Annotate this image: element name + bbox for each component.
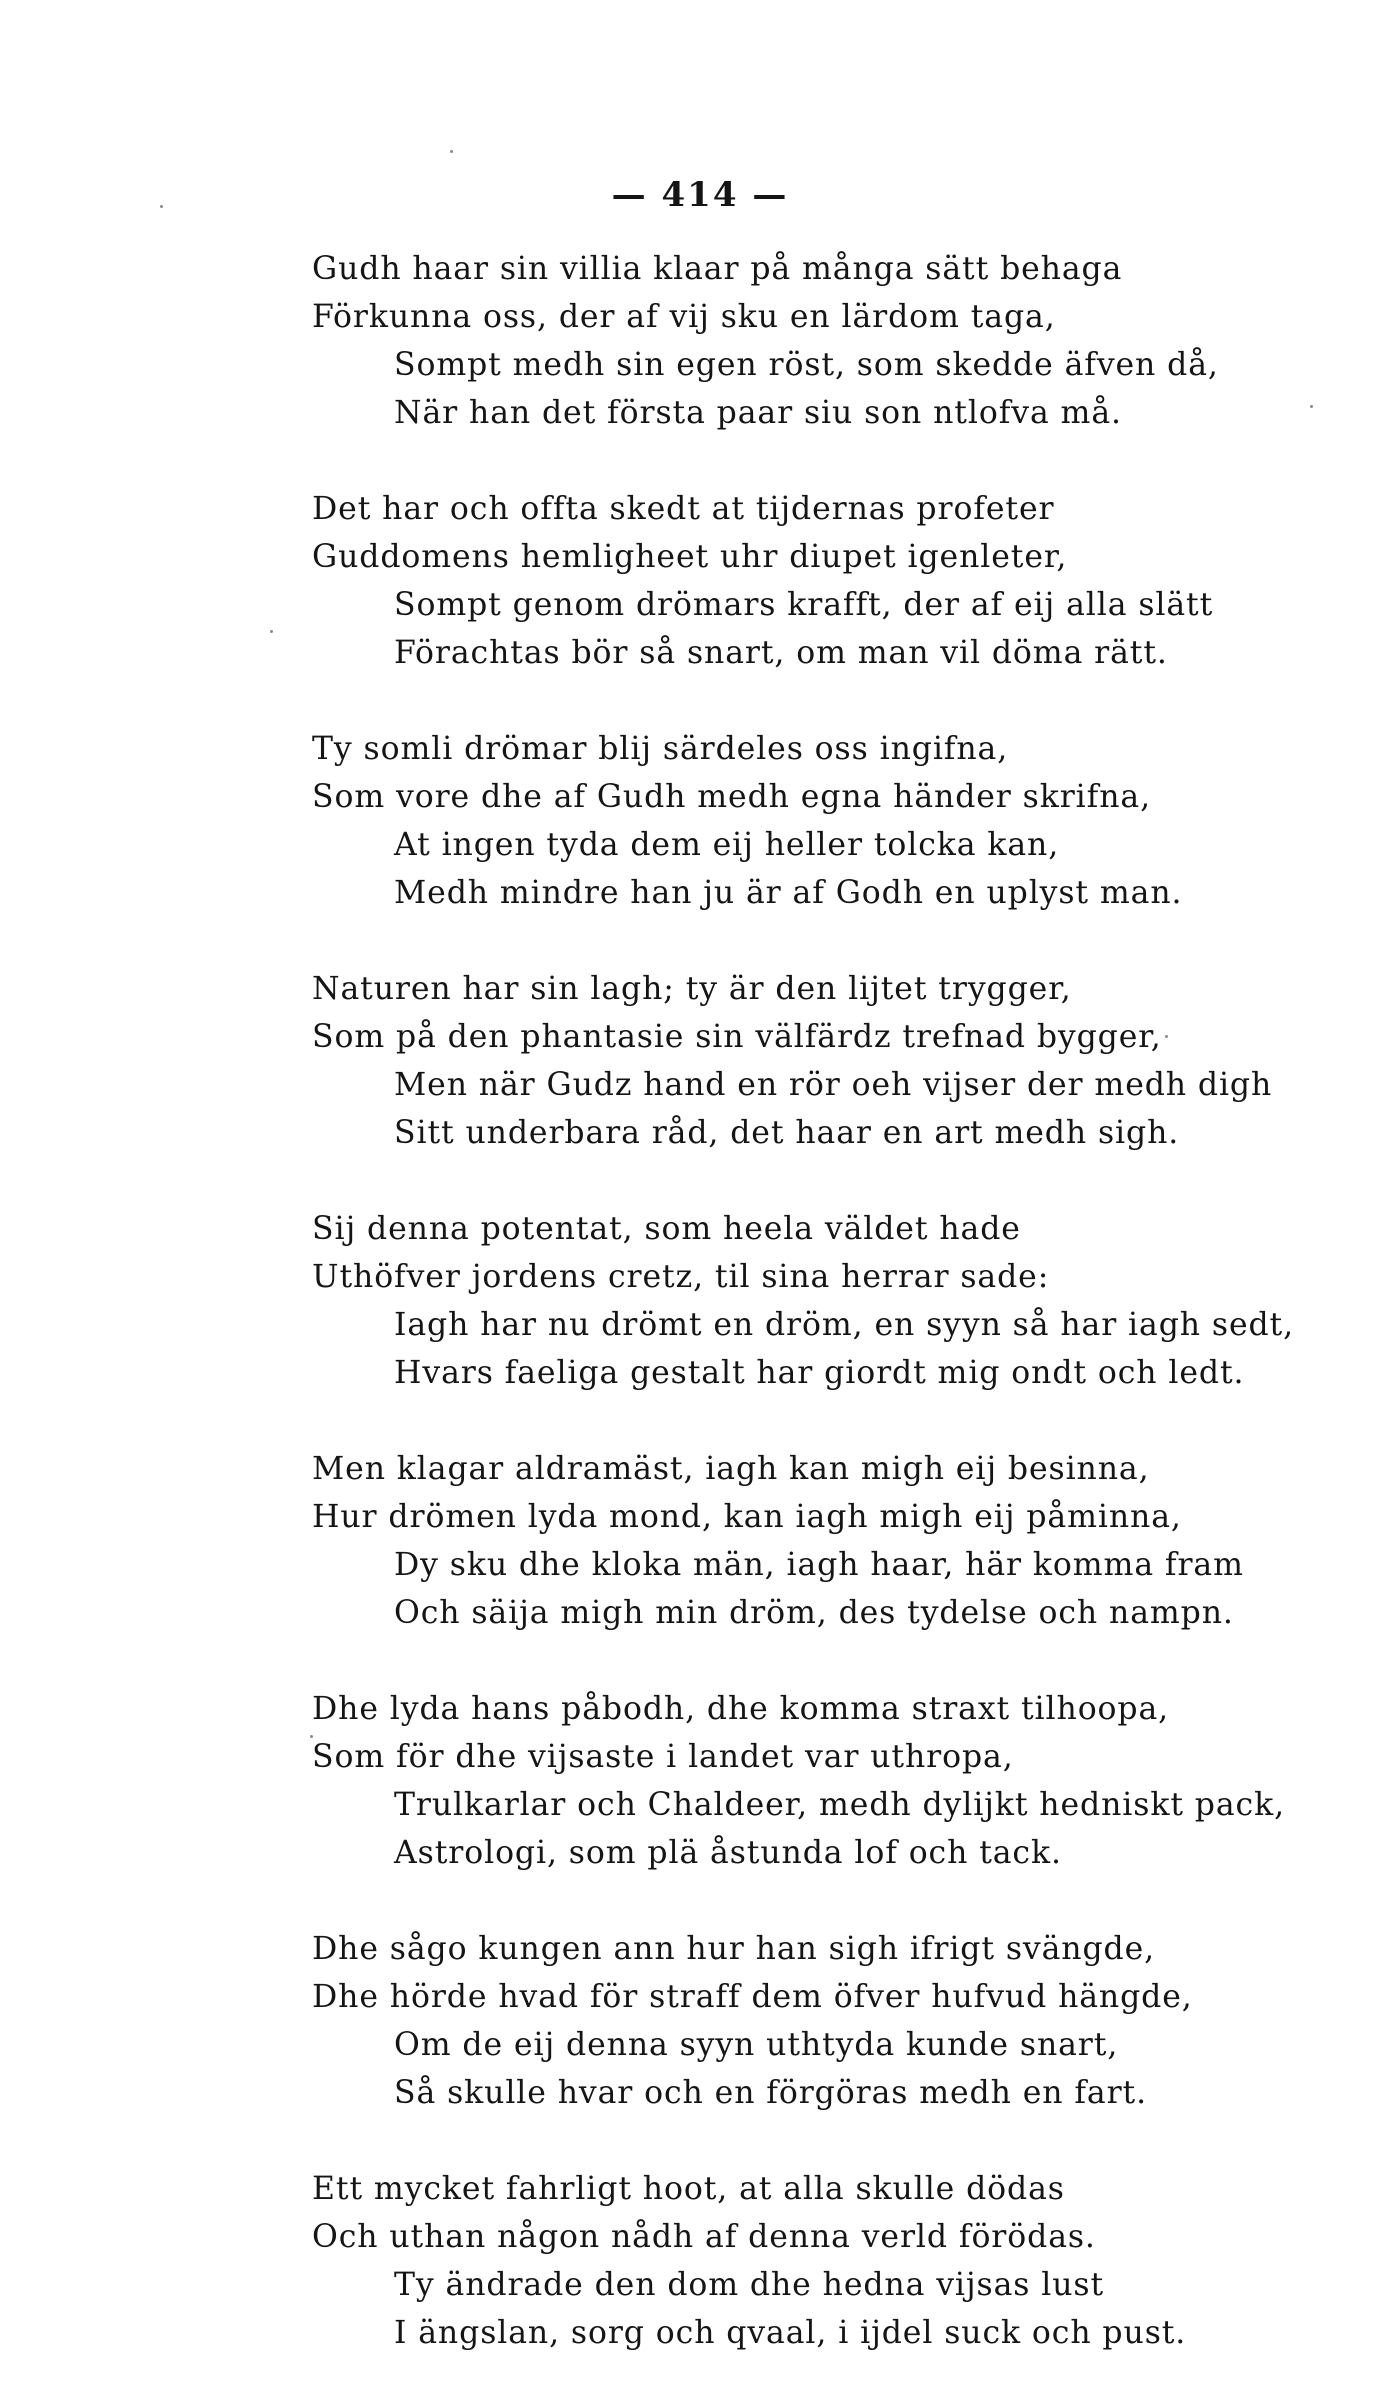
stanza — [312, 1925, 1312, 2117]
page-number: — 414 — — [611, 175, 789, 215]
poem-line: Det har och offta skedt at tijdernas profeter — [312, 491, 1055, 527]
poem-line: Men klagar aldramäst, iagh kan migh eij besinna, — [312, 1451, 1150, 1487]
poem-line: Astrologi, som plä åstunda lof och tack. — [394, 1835, 1062, 1871]
print-speck — [1310, 405, 1313, 408]
poem-line: Dy sku dhe kloka män, iagh haar, här komma fram — [394, 1547, 1244, 1583]
poem-line: Som vore dhe af Gudh medh egna händer skrifna, — [312, 779, 1151, 815]
poem-line: Dhe hörde hvad för straff dem öfver hufvud hängde, — [312, 1979, 1193, 2015]
poem-line: Som för dhe vijsaste i landet var uthropa, — [312, 1739, 1014, 1775]
poem-line: Hur drömen lyda mond, kan iagh migh eij påminna, — [312, 1499, 1182, 1535]
poem-line: Så skulle hvar och en förgöras medh en fart. — [394, 2075, 1148, 2111]
poem-line: Men när Gudz hand en rör oeh vijser der medh digh — [394, 1067, 1273, 1103]
print-speck — [450, 150, 453, 153]
poem-line: Ett mycket fahrligt hoot, at alla skulle dödas — [312, 2171, 1065, 2207]
stanza — [312, 1445, 1312, 1637]
print-speck — [160, 205, 163, 208]
poem-line: Och uthan någon nådh af denna verld förödas. — [312, 2219, 1096, 2255]
stanza — [312, 965, 1312, 1157]
print-speck — [310, 1735, 313, 1738]
poem-line: Som på den phantasie sin välfärdz trefnad bygger, — [312, 1019, 1162, 1055]
poem-line: Sitt underbara råd, det haar en art medh sigh. — [394, 1115, 1180, 1151]
poem-line: Förachtas bör så snart, om man vil döma rätt. — [394, 635, 1168, 671]
poem-line: Och säija migh min dröm, des tydelse och nampn. — [394, 1595, 1234, 1631]
poem-line: Medh mindre han ju är af Godh en uplyst man. — [394, 875, 1183, 911]
stanza — [312, 1685, 1312, 1877]
stanza — [312, 2165, 1312, 2357]
poem-line: Iagh har nu drömt en dröm, en syyn så har iagh sedt, — [394, 1307, 1295, 1343]
poem-line: At ingen tyda dem eij heller tolcka kan, — [394, 827, 1060, 863]
poem-line: Dhe lyda hans påbodh, dhe komma straxt tilhoopa, — [312, 1691, 1170, 1727]
poem-line: Sompt genom drömars krafft, der af eij alla slätt — [394, 587, 1214, 623]
stanza — [312, 725, 1312, 917]
poem-line: Ty ändrade den dom dhe hedna vijsas lust — [394, 2267, 1105, 2303]
poem-line: Sompt medh sin egen röst, som skedde äfven då, — [394, 347, 1219, 383]
poem-line: Dhe sågo kungen ann hur han sigh ifrigt svängde, — [312, 1931, 1156, 1967]
print-speck — [1165, 1035, 1168, 1038]
poem-line: Gudh haar sin villia klaar på många sätt behaga — [312, 251, 1123, 287]
poem-line: Sij denna potentat, som heela väldet hade — [312, 1211, 1021, 1247]
poem-body — [312, 245, 1312, 2405]
poem-line: Naturen har sin lagh; ty är den lijtet trygger, — [312, 971, 1072, 1007]
stanza — [312, 485, 1312, 677]
stanza — [312, 1205, 1312, 1397]
poem-line: I ängslan, sorg och qvaal, i ijdel suck och pust. — [394, 2315, 1187, 2351]
poem-line: Uthöfver jordens cretz, til sina herrar sade: — [312, 1259, 1050, 1295]
poem-line: När han det första paar siu son ntlofva må. — [394, 395, 1122, 431]
poem-line: Ty somli drömar blij särdeles oss ingifna, — [312, 731, 1009, 767]
stanza — [312, 245, 1312, 437]
poem-line: Hvars faeliga gestalt har giordt mig ondt och ledt. — [394, 1355, 1245, 1391]
print-speck — [270, 630, 273, 633]
poem-line: Om de eij denna syyn uthtyda kunde snart, — [394, 2027, 1119, 2063]
poem-line: Trulkarlar och Chaldeer, medh dylijkt hedniskt pack, — [394, 1787, 1285, 1823]
poem-line: Förkunna oss, der af vij sku en lärdom taga, — [312, 299, 1056, 335]
poem-line: Guddomens hemligheet uhr diupet igenleter, — [312, 539, 1068, 575]
